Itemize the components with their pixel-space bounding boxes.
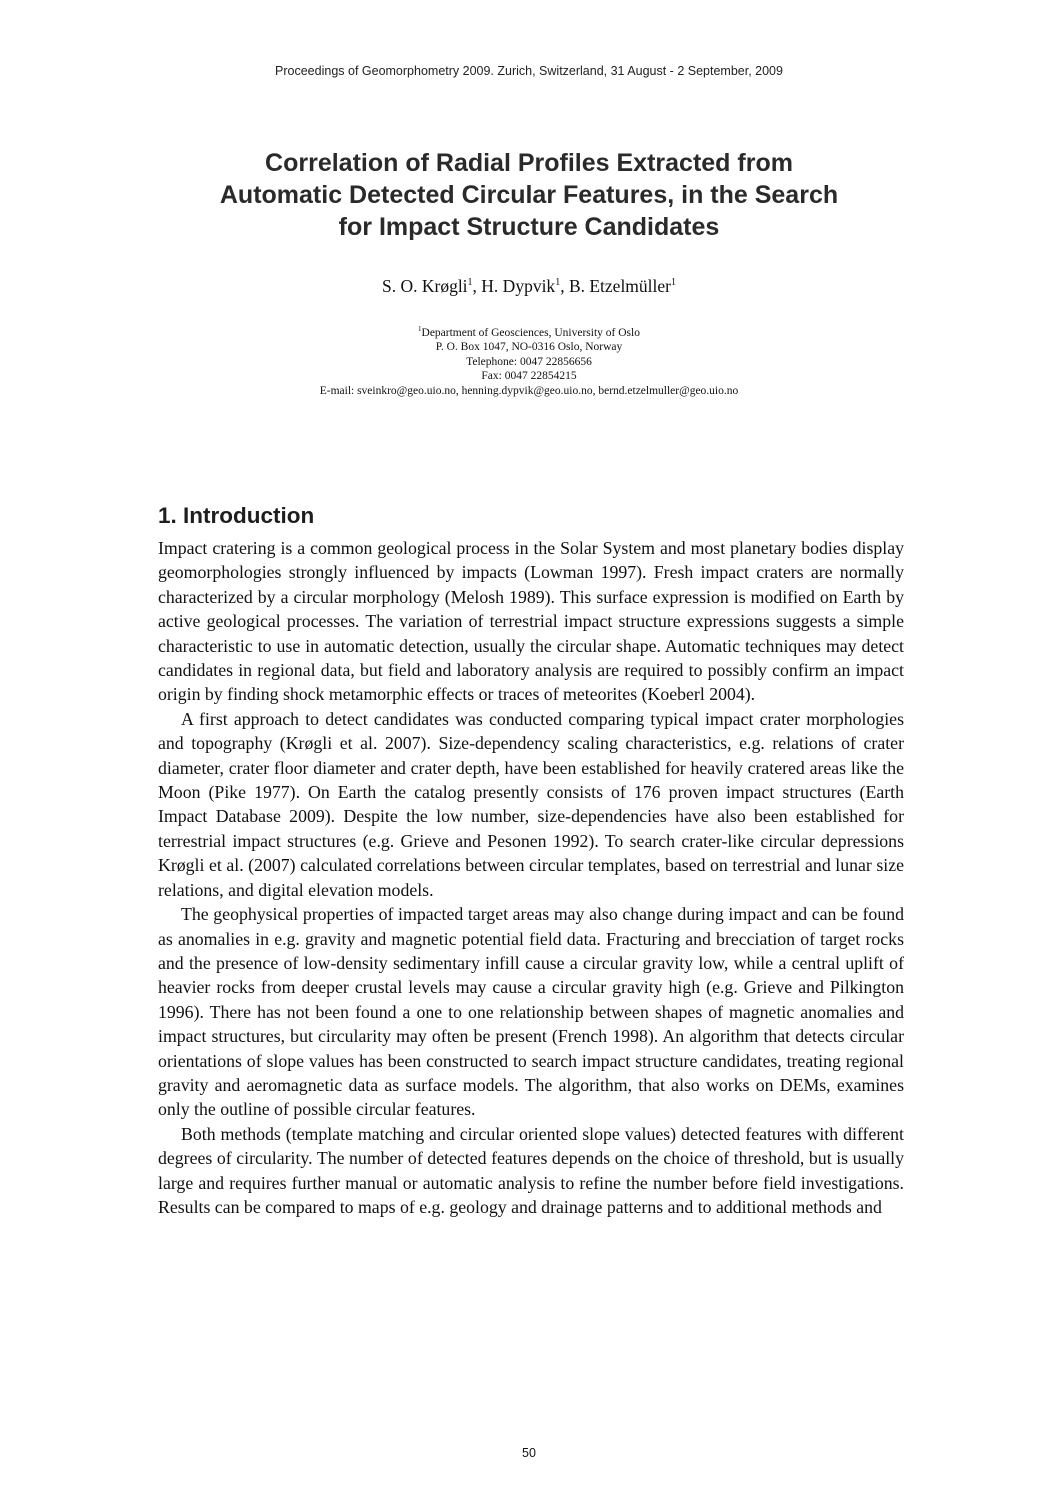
title-line-2: Automatic Detected Circular Features, in the Search bbox=[219, 181, 839, 209]
section-heading-introduction: 1. Introduction bbox=[158, 503, 315, 528]
affiliation-email: E-mail: sveinkro@geo.uio.no, henning.dypvik@geo.uio.no, bernd.etzelmuller@geo.uio.no bbox=[319, 384, 739, 397]
author-2-affiliation-mark: 1 bbox=[555, 277, 561, 288]
paragraph: A first approach to detect candidates was conducted comparing typical impact crater morphologies and topography (Krøgli et al. 2007). Size-dependency scaling characteristics, e.g. relations of crater diameter, crater floor diameter and crater depth, have been established for heavily cratered areas like the Moon (Pike 1977). On Earth the catalog presently consists of 176 proven impact structures (Earth Impact Database 2009). Despite the low number, size-dependencies have also been established for terrestrial impact structures (e.g. Grieve and Pesonen 1992). To search crater-like circular depressions Krøgli et al. (2007) calculated correlations between circular templates, based on terrestrial and lunar size relations, and digital elevation models. bbox=[158, 708, 904, 900]
author-list bbox=[0, 276, 1058, 297]
title-line-3: for Impact Structure Candidates bbox=[338, 213, 720, 241]
author-1: S. O. Krøgli bbox=[381, 276, 468, 296]
author-1-affiliation-mark: 1 bbox=[467, 277, 473, 288]
author-3: B. Etzelmüller bbox=[568, 276, 671, 296]
affiliation-department bbox=[0, 326, 1058, 340]
affiliation-fax: Fax: 0047 22854215 bbox=[481, 370, 577, 383]
affiliation-address: P. O. Box 1047, NO-0316 Oslo, Norway bbox=[435, 341, 623, 354]
paragraph: The geophysical properties of impacted target areas may also change during impact and can be found as anomalies in e.g. gravity and magnetic potential field data. Fracturing and brecciation of target rocks and the presence of low-density sedimentary infill cause a circular gravity low, while a central uplift of heavier rocks from deeper crustal levels may cause a circular gravity high (e.g. Grieve and Pilkington 1996). There has not been found a one to one relationship between shapes of magnetic anomalies and impact structures, but circularity may often be present (French 1998). An algorithm that detects circular orientations of slope values has been constructed to search impact structure candidates, treating regional gravity and aeromagnetic data as surface models. The algorithm, that also works on DEMs, examines only the outline of possible circular features. bbox=[158, 904, 904, 1120]
introduction-body bbox=[158, 536, 904, 1219]
author-2: H. Dypvik bbox=[481, 276, 556, 296]
author-3-affiliation-mark: 1 bbox=[671, 277, 676, 288]
author-separator: , bbox=[472, 276, 482, 296]
author-separator: , bbox=[560, 276, 569, 296]
running-header: Proceedings of Geomorphometry 2009. Zurich, Switzerland, 31 August - 2 September, 2009 bbox=[275, 64, 783, 78]
affiliation-block bbox=[0, 326, 1058, 398]
department-text: Department of Geosciences, University of Oslo bbox=[421, 327, 640, 339]
page-number: 50 bbox=[522, 1446, 536, 1460]
paragraph: Impact cratering is a common geological process in the Solar System and most planetary bodies display geomorphologies strongly influenced by impacts (Lowman 1997). Fresh impact craters are normally characterized by a circular morphology (Melosh 1989). This surface expression is modified on Earth by active geological processes. The variation of terrestrial impact structure expressions suggests a simple characteristic to use in automatic detection, usually the circular shape. Automatic techniques may detect candidates in regional data, but field and laboratory analysis are required to possibly confirm an impact origin by finding shock metamorphic effects or traces of meteorites (Koeberl 2004). bbox=[158, 538, 904, 705]
paragraph: Both methods (template matching and circular oriented slope values) detected features with different degrees of circularity. The number of detected features depends on the choice of threshold, but is usually large and requires further manual or automatic analysis to refine the number before field investigations. Results can be compared to maps of e.g. geology and drainage patterns and to additional methods and bbox=[158, 1123, 904, 1217]
paper-title bbox=[140, 147, 918, 243]
title-line-1: Correlation of Radial Profiles Extracted from bbox=[265, 149, 793, 177]
affiliation-mark: 1 bbox=[418, 325, 422, 333]
affiliation-telephone: Telephone: 0047 22856656 bbox=[466, 355, 592, 368]
